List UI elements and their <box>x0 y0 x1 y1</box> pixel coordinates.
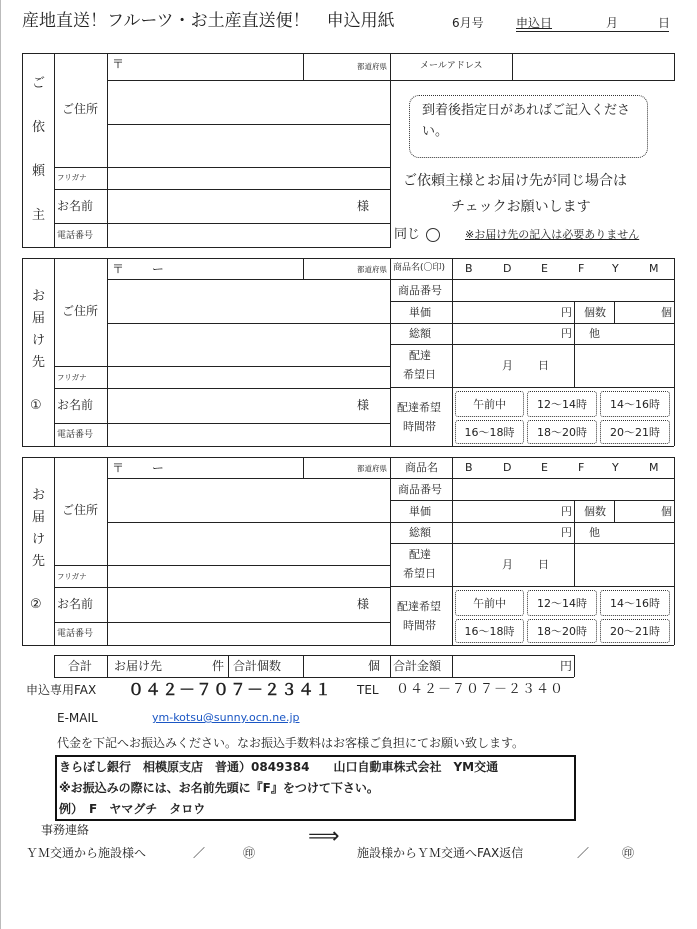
arrival-date-note: 到着後指定日があればご記入ください。 <box>409 95 648 158</box>
office-left-slash: ／ <box>193 846 206 860</box>
dest1-sama: 様 <box>357 398 370 412</box>
seal-icon-left: ㊞ <box>243 846 256 860</box>
dest1-postal: 〒 ー <box>112 262 164 276</box>
totals-amount-label: 合計金額 <box>393 659 442 673</box>
dest2-slot-12-14[interactable]: 12〜14時 <box>527 590 597 616</box>
dest2-product-label: 商品名 <box>405 461 438 474</box>
requester-name-label: お名前 <box>57 199 94 213</box>
dest2-slot-14-16[interactable]: 14〜16時 <box>600 590 670 616</box>
dest1-code-d[interactable]: D <box>503 262 512 275</box>
dest1-day: 日 <box>538 359 549 372</box>
dest1-delivery-date-1: 配達 <box>409 349 431 362</box>
dest1-slot-16-18[interactable]: 16〜18時 <box>455 420 524 444</box>
requester-sama: 様 <box>357 199 370 213</box>
dest1-other: 他 <box>589 327 600 340</box>
totals-qty-label: 合計個数 <box>233 659 282 673</box>
dest1-unit-price-label: 単価 <box>409 306 431 319</box>
dest2-postal: 〒 ー <box>112 461 164 475</box>
tel-number: ０４２－７０７－２３４０ <box>396 682 565 697</box>
dest1-code-e[interactable]: E <box>541 262 548 275</box>
requester-email-label: メールアドレス <box>420 61 483 71</box>
dest2-product-no-label: 商品番号 <box>398 483 442 496</box>
fax-label: 申込専用FAX <box>26 683 97 697</box>
dest2-yen-1: 円 <box>561 505 572 518</box>
dest1-qty-label: 個数 <box>584 306 606 319</box>
totals-ko: 個 <box>368 659 381 673</box>
dest2-furigana-label: フリガナ <box>57 572 87 581</box>
bank-line-3: 例） F ヤマグチ タロウ <box>59 802 206 816</box>
totals-dest-label: お届け先 <box>114 659 163 673</box>
same-checkbox[interactable] <box>426 228 440 242</box>
dest1-side-2: 届 <box>32 311 46 326</box>
requester-pref-label: 都道府県 <box>357 62 387 71</box>
office-right-label: 施設様からＹＭ交通へFAX返信 <box>357 846 524 860</box>
totals-label: 合計 <box>68 659 93 673</box>
page-edge <box>0 0 1 929</box>
dest2-time-1: 配達希望 <box>397 600 441 613</box>
dest1-time-2: 時間帯 <box>403 420 436 433</box>
dest1-code-y[interactable]: Y <box>612 262 619 275</box>
dest2-side-1: お <box>32 488 46 503</box>
dest2-qty-label: 個数 <box>584 505 606 518</box>
requester-side-3: 頼 <box>32 164 46 179</box>
bank-line-2: ※お振込みの際には、お名前先頭に『F』をつけて下さい。 <box>59 781 379 795</box>
dest2-address-label: ご住所 <box>62 503 99 517</box>
arrow-icon: ⟹ <box>308 824 340 849</box>
requester-name-input[interactable] <box>108 190 348 223</box>
dest1-side-3: け <box>32 333 46 348</box>
tel-label: TEL <box>357 683 379 697</box>
dest1-total-label: 総額 <box>409 327 431 340</box>
form-title: 産地直送！フルーツ・お土産直送便！ 申込用紙 <box>22 11 395 31</box>
dest1-slot-12-14[interactable]: 12〜14時 <box>527 391 597 417</box>
apply-day: 日 <box>658 16 671 30</box>
dest2-code-m[interactable]: M <box>649 461 659 474</box>
dest1-product-no-label: 商品番号 <box>398 284 442 297</box>
dest1-code-b[interactable]: B <box>465 262 473 275</box>
dest2-side-3: け <box>32 532 46 547</box>
dest1-product-label: 商品名(〇印) <box>393 263 446 273</box>
dest1-slot-morning[interactable]: 午前中 <box>455 391 524 417</box>
dest2-side-5: ② <box>30 597 42 612</box>
dest2-slot-morning[interactable]: 午前中 <box>455 590 524 616</box>
email-link[interactable]: ym-kotsu@sunny.ocn.ne.jp <box>152 711 300 724</box>
dest1-yen-2: 円 <box>561 327 572 340</box>
dest1-time-1: 配達希望 <box>397 401 441 414</box>
requester-address-input[interactable] <box>108 81 390 167</box>
dest2-side-4: 先 <box>32 554 46 569</box>
bank-info-box <box>55 755 576 821</box>
dest2-yen-2: 円 <box>561 526 572 539</box>
dest2-slot-18-20[interactable]: 18〜20時 <box>527 619 597 643</box>
dest2-code-e[interactable]: E <box>541 461 548 474</box>
dest1-side-5: ① <box>30 398 42 413</box>
requester-furigana-label: フリガナ <box>57 173 87 182</box>
dest1-slot-20-21[interactable]: 20〜21時 <box>600 420 670 444</box>
bank-line-1: きらぼし銀行 相模原支店 普通）0849384 山口自動車株式会社 YM交通 <box>59 760 499 774</box>
issue-label: 6月号 <box>452 16 484 30</box>
office-label: 事務連絡 <box>41 823 90 837</box>
dest1-month: 月 <box>502 359 513 372</box>
requester-side-1: ご <box>32 76 46 91</box>
requester-side-4: 主 <box>32 208 46 223</box>
dest1-code-f[interactable]: F <box>578 262 585 275</box>
requester-furigana-input[interactable] <box>108 168 390 189</box>
dest1-address-label: ご住所 <box>62 304 99 318</box>
same-note: ※お届け先の記入は必要ありません <box>465 228 640 241</box>
dest1-name-label: お名前 <box>57 398 94 412</box>
dest2-time-2: 時間帯 <box>403 619 436 632</box>
dest2-ko: 個 <box>661 505 672 518</box>
dest1-side-4: 先 <box>32 355 46 370</box>
dest2-slot-20-21[interactable]: 20〜21時 <box>600 619 670 643</box>
dest2-side-2: 届 <box>32 510 46 525</box>
dest1-ko: 個 <box>661 306 672 319</box>
requester-phone-label: 電話番号 <box>57 231 94 241</box>
dest2-sama: 様 <box>357 597 370 611</box>
dest1-slot-18-20[interactable]: 18〜20時 <box>527 420 597 444</box>
dest1-code-m[interactable]: M <box>649 262 659 275</box>
fax-number: ０４２－７０７－２３４１ <box>128 680 333 699</box>
dest2-name-label: お名前 <box>57 597 94 611</box>
dest1-side-1: お <box>32 289 46 304</box>
requester-email-input[interactable] <box>513 55 673 79</box>
requester-postal-input[interactable] <box>120 55 300 79</box>
same-address-line1: ご依頼主様とお届け先が同じ場合は <box>403 173 627 189</box>
dest2-day: 日 <box>538 558 549 571</box>
dest1-yen-1: 円 <box>561 306 572 319</box>
dest2-unit-price-label: 単価 <box>409 505 431 518</box>
dest2-delivery-date-2: 希望日 <box>403 567 436 580</box>
dest2-phone-label: 電話番号 <box>57 629 94 639</box>
dest2-pref-label: 都道府県 <box>357 464 387 473</box>
dest2-other: 他 <box>589 526 600 539</box>
dest2-code-b[interactable]: B <box>465 461 473 474</box>
dest1-delivery-date-2: 希望日 <box>403 368 436 381</box>
office-left-label: ＹＭ交通から施設様へ <box>26 846 147 860</box>
requester-phone-input[interactable] <box>108 224 390 247</box>
dest1-pref-label: 都道府県 <box>357 265 387 274</box>
payment-intro: 代金を下記へお振込みください。なお振込手数料はお客様ご負担にてお願い致します。 <box>57 736 525 750</box>
office-right-slash: ／ <box>577 846 590 860</box>
dest2-month: 月 <box>502 558 513 571</box>
dest1-phone-label: 電話番号 <box>57 430 94 440</box>
apply-date-underline <box>516 31 669 32</box>
dest1-furigana-label: フリガナ <box>57 373 87 382</box>
seal-icon-right: ㊞ <box>622 846 635 860</box>
requester-side-2: 依 <box>32 120 46 135</box>
email-label: E-MAIL <box>57 711 98 725</box>
dest2-delivery-date-1: 配達 <box>409 548 431 561</box>
totals-yen: 円 <box>560 659 573 673</box>
apply-month: 月 <box>606 16 619 30</box>
apply-date-label: 申込日 <box>516 16 553 30</box>
dest2-code-f[interactable]: F <box>578 461 585 474</box>
requester-address-label: ご住所 <box>62 102 99 116</box>
same-address-line2: チェックお願いします <box>451 199 591 215</box>
dest1-slot-14-16[interactable]: 14〜16時 <box>600 391 670 417</box>
same-label: 同じ <box>394 227 421 242</box>
requester-postal-mark: 〒 <box>112 57 125 71</box>
dest2-code-d[interactable]: D <box>503 461 512 474</box>
dest2-total-label: 総額 <box>409 526 431 539</box>
totals-ken: 件 <box>212 659 225 673</box>
dest2-slot-16-18[interactable]: 16〜18時 <box>455 619 524 643</box>
dest2-code-y[interactable]: Y <box>612 461 619 474</box>
